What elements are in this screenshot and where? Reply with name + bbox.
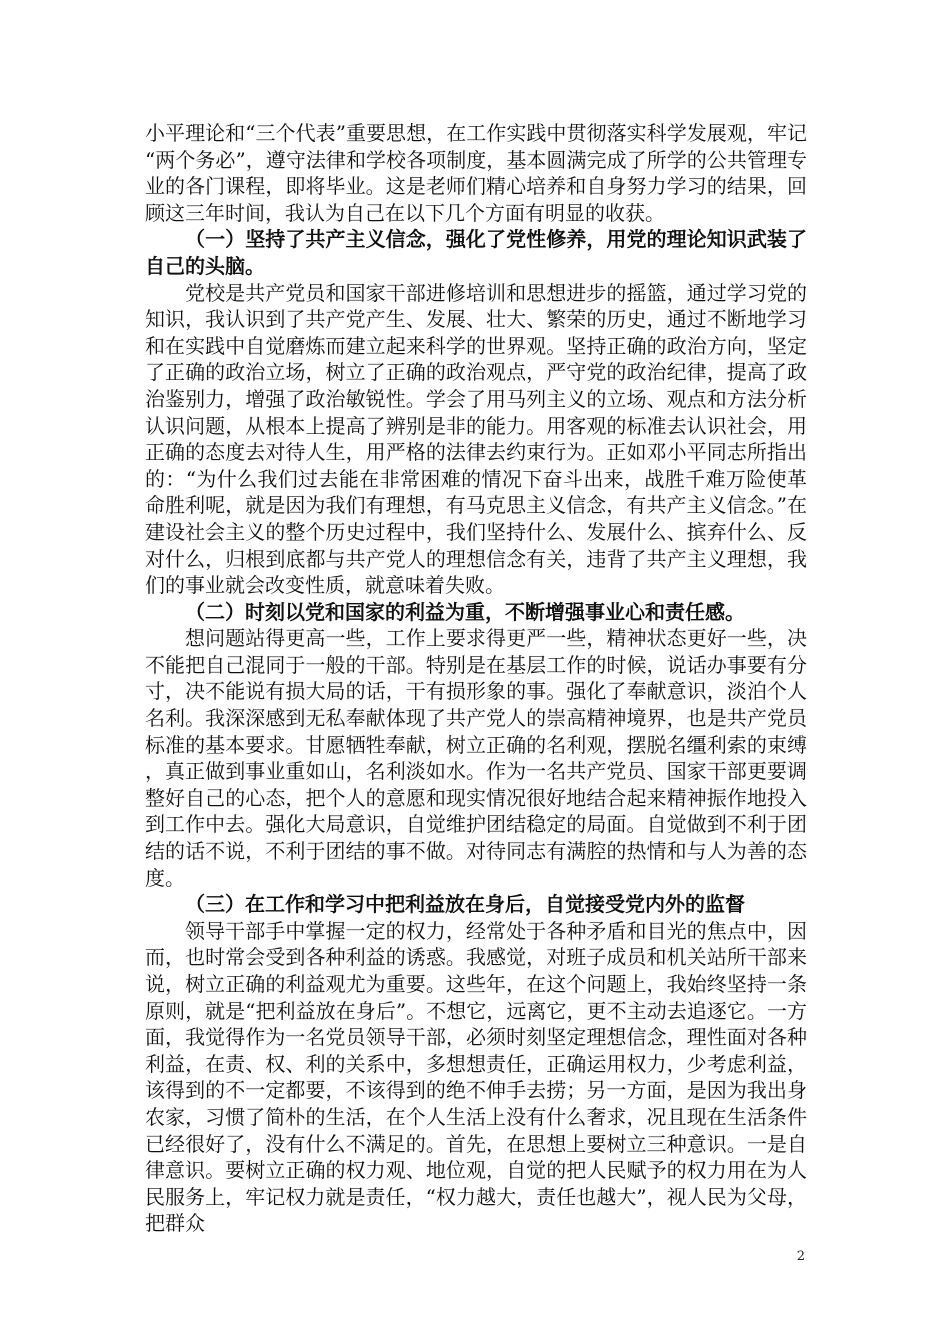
section-heading-3: （三）在工作和学习中把利益放在身后，自觉接受党内外的监督 (185, 892, 745, 917)
paragraph-section-2: 想问题站得更高一些，工作上要求得更严一些，精神状态更好一些，决不能把自己混同于一般的干部。特别是在基层工作的时候，说话办事要有分寸，决不能说有损大局的话，干有损形象的事。强化了奉献意识，淡泊个人名利。我深深感到无私奉献体现了共产党人的崇高精神境界，也是共产党员标准的基本要求。甘愿牺牲奉献，树立正确的名利观，摆脱名缰利索的束缚，真正做到事业重如山，名利淡如水。作为一名共产党员、国家干部更要调整好自己的心态，把个人的意愿和现实情况很好地结合起来精神振作地投入到工作中去。强化大局意识，自觉维护团结稳定的局面。自觉做到不利于团结的话不说，不利于团结的事不做。对待同志有满腔的热情和与人为善的态度。 (145, 626, 807, 890)
section-heading-2: （二）时刻以党和国家的利益为重，不断增强事业心和责任感。 (185, 599, 745, 624)
paragraph-intro-continued: 小平理论和“三个代表”重要思想，在工作实践中贯彻落实科学发展观，牢记“两个务必”，遵守法律和学校各项制度，基本圆满完成了所学的公共管理专业的各门课程，即将毕业。这是老师们精心培养和自身努力学习的结果，回顾这三年时间，我认为自己在以下几个方面有明显的收获。 (145, 121, 807, 225)
paragraph-section-1: 党校是共产党员和国家干部进修培训和思想进步的摇篮，通过学习党的知识，我认识到了共产党产生、发展、壮大、繁荣的历史，通过不断地学习和在实践中自觉磨炼而建立起来科学的世界观。坚持正确的政治方向，坚定了正确的政治立场，树立了正确的政治观点，严守党的政治纪律，提高了政治鉴别力，增强了政治敏锐性。学会了用马列主义的立场、观点和方法分析认识问题，从根本上提高了辨别是非的能力。用客观的标准去认识社会，用正确的态度去对待人生，用严格的法律去约束行为。正如邓小平同志所指出的：“为什么我们过去能在非常困难的情况下奋斗出来，战胜千难万险使革命胜利呢，就是因为我们有理想，有马克思主义信念，有共产主义信念。”在建设社会主义的整个历史过程中，我们坚持什么、发展什么、摈弃什么、反对什么，归根到底都与共产党人的理想信念有关，违背了共产主义理想，我们的事业就会改变性质，就意味着失败。 (145, 280, 807, 598)
document-body (145, 120, 807, 1237)
paragraph-section-3: 领导干部手中掌握一定的权力，经常处于各种矛盾和目光的焦点中，因而，也时常会受到各种利益的诱惑。我感觉，对班子成员和机关站所干部来说，树立正确的利益观尤为重要。这些年，在这个问题上，我始终坚持一条原则，就是“把利益放在身后”。不想它，远离它，更不主动去追逐它。一方面，我觉得作为一名党员领导干部，必须时刻坚定理想信念，理性面对各种利益，在责、权、利的关系中，多想想责任，正确运用权力，少考虑利益，该得到的不一定都要，不该得到的绝不伸手去捞；另一方面，是因为我出身农家，习惯了简朴的生活，在个人生活上没有什么奢求，况且现在生活条件已经很好了，没有什么不满足的。首先，在思想上要树立三种意识。一是自律意识。要树立正确的权力观、地位观，自觉的把人民赋予的权力用在为人民服务上，牢记权力就是责任，“权力越大，责任也越大”，视人民为父母，把群众 (145, 918, 807, 1236)
page-number: 2 (796, 1249, 805, 1264)
section-heading-1: （一）坚持了共产主义信念，强化了党性修养，用党的理论知识武装了自己的头脑。 (145, 227, 807, 278)
